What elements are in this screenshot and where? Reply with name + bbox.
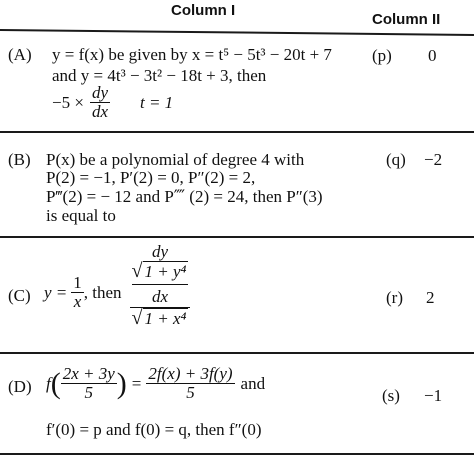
row-a-frac-num: dy (91, 83, 108, 102)
row-a-prefix: −5 × (52, 92, 84, 112)
row-c-frac1-den: x (73, 292, 82, 311)
row-a-frac-den: dx (91, 102, 108, 121)
row-b-option-label: (q) (386, 150, 406, 169)
row-b-label: (B) (8, 150, 31, 169)
row-b-line4: is equal to (46, 206, 116, 225)
header-rule (0, 29, 474, 36)
row-d-frac-b (146, 365, 234, 402)
row-a-line1: y = f(x) be given by x = t⁵ − 5t³ − 20t + 7 (52, 45, 332, 64)
row-c-option-value: 2 (426, 288, 435, 307)
row-c-den-dx: dx (130, 287, 190, 308)
row-a-rule (0, 131, 474, 133)
row-c-num-dy: dy (151, 242, 169, 261)
row-d-equals: = (131, 373, 142, 393)
row-d-option-value: −1 (424, 386, 443, 405)
row-d-frac-b-den: 5 (186, 383, 195, 402)
row-a-suffix: t = 1 (139, 92, 174, 112)
row-b-line2: P(2) = −1, P′(2) = 0, P″(2) = 2, (46, 168, 256, 187)
column-1-header: Column I (171, 2, 236, 19)
row-c-expression (44, 274, 122, 311)
row-d-label: (D) (8, 377, 32, 396)
row-c-big-fraction (130, 243, 190, 329)
row-a-option-label: (p) (372, 46, 392, 65)
column-2-header: Column II (372, 11, 441, 28)
row-c-den-radical: √ 1 + x⁴ (131, 307, 187, 329)
row-c-label: (C) (8, 286, 31, 305)
row-b-line3: P‴(2) = − 12 and P⁗ (2) = 24, then P″(3) (46, 187, 323, 206)
bottom-rule (0, 453, 474, 455)
row-d-f: f (46, 373, 51, 393)
row-d-frac-a-num: 2x + 3y (62, 364, 115, 383)
row-d-and: and (240, 373, 266, 393)
row-b-rule (0, 236, 474, 238)
row-c-then: , then (83, 282, 122, 302)
row-a-label: (A) (8, 45, 32, 64)
row-c-num-radical: √ 1 + y⁴ (132, 261, 189, 285)
row-d-frac-a-den: 5 (84, 383, 94, 402)
row-b-option-value: −2 (424, 150, 443, 169)
row-d-expression: f ( $\frac{2x + 3y}{5}$ ) = $\frac{2f(x) + 3f(y)}{5}$ and (46, 364, 266, 402)
row-a-derivative-fraction (90, 84, 110, 121)
row-a-expression (52, 84, 173, 121)
row-c-frac1-num: 1 (73, 273, 82, 292)
row-d-option-label: (s) (382, 386, 400, 405)
row-c-rule (0, 352, 474, 354)
row-b-line1: P(x) be a polynomial of degree 4 with (46, 150, 305, 169)
row-c-option-label: (r) (386, 288, 403, 307)
row-d-line2: f′(0) = p and f(0) = q, then f″(0) (46, 420, 262, 439)
row-c-den-radicand: 1 + x⁴ (144, 309, 187, 328)
row-a-line2: and y = 4t³ − 3t² − 18t + 3, then (52, 66, 267, 85)
row-c-num-radicand: 1 + y⁴ (144, 262, 187, 281)
row-c-one-over-x (71, 274, 84, 311)
row-d-frac-b-num: 2f(x) + 3f(y) (148, 364, 233, 383)
row-a-option-value: 0 (428, 46, 437, 65)
row-c-y-equals: y = (44, 282, 68, 302)
row-d-frac-a (61, 365, 117, 402)
